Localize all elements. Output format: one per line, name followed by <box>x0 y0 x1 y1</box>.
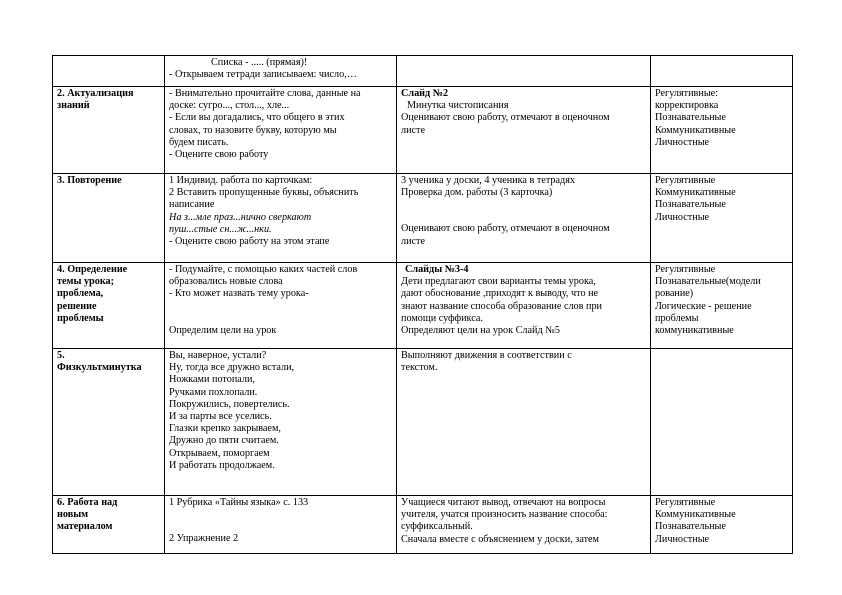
text-line: Дети предлагают свои варианты темы урока, <box>401 276 596 288</box>
text-line: Познавательные <box>655 521 726 533</box>
students-cell <box>397 174 651 263</box>
text-line: Личностные <box>655 136 710 148</box>
text-line: - Подумайте, с помощью каких частей слов <box>169 264 358 275</box>
activity-cell <box>165 349 397 496</box>
text-line: Личностные <box>655 211 710 223</box>
text-line: Познавательные <box>655 112 726 124</box>
text-line: Коммуникативные <box>655 187 736 199</box>
text-line: Познавательные(модели <box>655 276 761 288</box>
text-line: - Оцените свою работу <box>169 149 269 161</box>
uud-cell <box>651 349 793 496</box>
activity-cell <box>165 56 397 87</box>
stage-line: 6. Работа над <box>57 497 118 508</box>
text-line: - Кто может назвать тему урока- <box>169 288 309 300</box>
text-line: будем писать. <box>169 136 229 148</box>
uud-cell <box>651 87 793 174</box>
stage-line: 5. <box>57 350 65 361</box>
stage-line: знаний <box>57 100 90 112</box>
stage-line: новым <box>57 509 89 521</box>
stage-line: проблемы <box>57 312 104 324</box>
text-line: Регулятивные <box>655 264 716 275</box>
stage-cell <box>53 174 165 263</box>
text-line: написание <box>169 199 215 211</box>
text-line: образовались новые слова <box>169 276 283 288</box>
slide-label: Слайд №2 <box>401 88 449 99</box>
text-line: Оценивают свою работу, отмечают в оценочном <box>401 223 610 235</box>
text-line: Регулятивные <box>655 497 716 508</box>
poem-line: Ну, тогда все дружно встали, <box>169 362 295 374</box>
text-line: Списка - ..... (прямая)! <box>211 57 308 68</box>
stage-cell <box>53 349 165 496</box>
poem-line: Открываем, поморгаем <box>169 447 270 459</box>
students-cell <box>397 496 651 554</box>
poem-line: Покружились, повертелись. <box>169 398 290 410</box>
uud-cell <box>651 263 793 349</box>
text-line: пуш...стые сн...ж...нки. <box>169 223 272 235</box>
poem-line: Вы, наверное, устали? <box>169 350 267 361</box>
text-line: 1 Рубрика «Тайны языка» с. 133 <box>169 497 309 508</box>
text-line: учителя, учатся произносить название способа: <box>401 509 608 521</box>
stage-cell <box>53 496 165 554</box>
text-line: - Оцените свою работу на этом этапе <box>169 236 330 248</box>
stage-line: материалом <box>57 521 113 533</box>
text-line: знают название способа образование слов при <box>401 300 603 312</box>
text-line: словах, то назовите букву, которую мы <box>169 124 337 136</box>
uud-cell <box>651 174 793 263</box>
text-line: листе <box>401 235 426 247</box>
stage-line: Физкультминутка <box>57 362 142 374</box>
students-cell <box>397 349 651 496</box>
stage-line: 4. Определение <box>57 264 128 275</box>
stage-line: проблема, <box>57 288 104 300</box>
text-line: Сначала вместе с объяснением у доски, затем <box>401 533 599 545</box>
text-line: 1 Индивид. работа по карточкам: <box>169 175 313 186</box>
text-line: 3 ученика у доски, 4 ученика в тетрадях <box>401 175 575 186</box>
stage-line: 2. Актуализация <box>57 88 134 99</box>
poem-line: Дружно до пяти считаем. <box>169 435 279 447</box>
text-line: Логические - решение <box>655 300 752 312</box>
lesson-plan-table <box>52 55 793 554</box>
text-line: Регулятивные: <box>655 88 719 99</box>
poem-line: Ножками потопали, <box>169 374 255 386</box>
text-line: листе <box>401 124 426 136</box>
poem-line: И за парты все уселись. <box>169 411 272 423</box>
table-row <box>53 56 793 87</box>
text-line: Проверка дом. работы (3 карточка) <box>401 187 553 199</box>
table-row <box>53 496 793 554</box>
stage-line: темы урока; <box>57 276 115 288</box>
activity-cell <box>165 263 397 349</box>
text-line: Коммуникативные <box>655 509 736 521</box>
text-line: рование) <box>655 288 694 300</box>
stage-cell <box>53 87 165 174</box>
table-row <box>53 174 793 263</box>
text-line: Личностные <box>655 533 710 545</box>
table-row <box>53 263 793 349</box>
stage-line: 3. Повторение <box>57 175 122 186</box>
text-line: коммуникативные <box>655 325 734 337</box>
text-line: текстом. <box>401 362 438 374</box>
text-line: - Внимательно прочитайте слова, данные на <box>169 88 361 99</box>
text-line: доске: сугро..., стол..., хле... <box>169 100 290 112</box>
text-line: помощи суффикса. <box>401 312 483 324</box>
text-line: Определяют цели на урок Слайд №5 <box>401 325 560 337</box>
text-line: дают обоснование ,приходят к выводу, что не <box>401 288 599 300</box>
text-line: Коммуникативные <box>655 124 736 136</box>
text-line: Регулятивные <box>655 175 716 186</box>
text-line: Минутка чистописания <box>407 100 509 112</box>
stage-line: решение <box>57 300 97 312</box>
uud-cell <box>651 496 793 554</box>
poem-line: Ручками похлопали. <box>169 386 258 398</box>
stage-cell <box>53 263 165 349</box>
text-line: 2 Упражнение 2 <box>169 533 239 545</box>
text-line: корректировка <box>655 100 719 112</box>
text-line: Определим цели на урок <box>169 324 277 336</box>
text-line: - Открываем тетради записываем: число,… <box>169 69 357 81</box>
text-line: На з...мле праз...нично сверкают <box>169 211 312 223</box>
text-line: Учащиеся читают вывод, отвечают на вопросы <box>401 497 606 508</box>
text-line: суффиксальный. <box>401 521 473 533</box>
slide-label: Слайды №3-4 <box>405 264 469 275</box>
students-cell <box>397 56 651 87</box>
table-row <box>53 87 793 174</box>
uud-cell <box>651 56 793 87</box>
students-cell <box>397 263 651 349</box>
stage-cell <box>53 56 165 87</box>
text-line: - Если вы догадались, что общего в этих <box>169 112 345 124</box>
text-line: 2 Вставить пропущенные буквы, объяснить <box>169 187 359 199</box>
activity-cell <box>165 87 397 174</box>
activity-cell <box>165 174 397 263</box>
students-cell <box>397 87 651 174</box>
text-line: Оценивают свою работу, отмечают в оценочном <box>401 112 610 124</box>
poem-line: И работать продолжаем. <box>169 459 275 471</box>
poem-line: Глазки крепко закрываем, <box>169 423 281 435</box>
text-line: Познавательные <box>655 199 726 211</box>
text-line: Выполняют движения в соответствии с <box>401 350 572 361</box>
table-row <box>53 349 793 496</box>
text-line: проблемы <box>655 312 699 324</box>
activity-cell <box>165 496 397 554</box>
